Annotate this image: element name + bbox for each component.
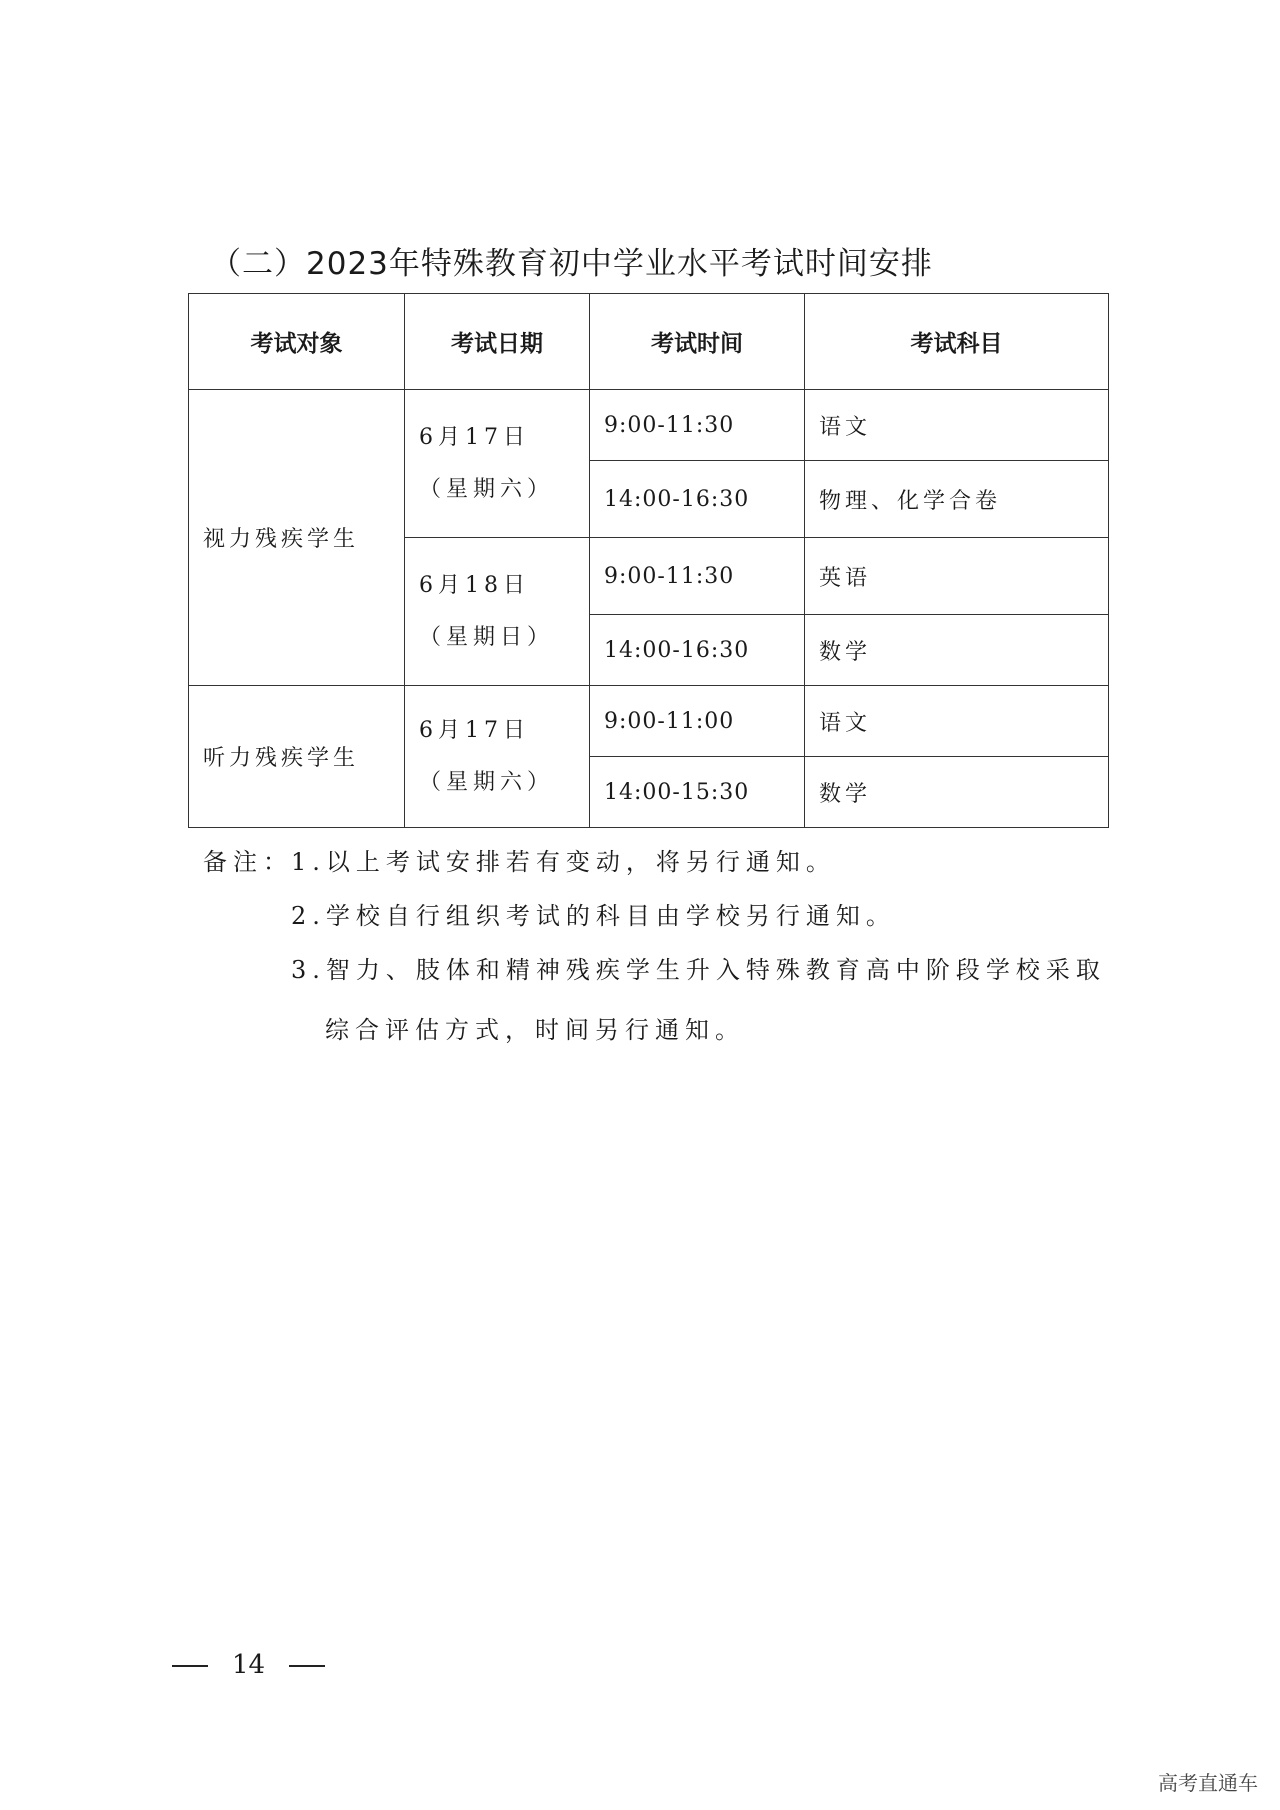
- date-cell: 6月17日（星期六）: [405, 390, 590, 538]
- subject-cell: 数学: [805, 615, 1109, 686]
- subject-cell: 英语: [805, 538, 1109, 615]
- page-number-text: 14: [232, 1650, 266, 1680]
- exam-schedule-table: [188, 293, 1109, 828]
- time-cell: 14:00-16:30: [590, 461, 805, 538]
- page-dash-right: [289, 1665, 325, 1667]
- note-item: 2.学校自行组织考试的科目由学校另行通知。: [291, 902, 896, 930]
- target-cell: 视力残疾学生: [189, 390, 405, 686]
- watermark: 高考直通车: [1158, 1771, 1258, 1795]
- time-cell: 9:00-11:00: [590, 686, 805, 757]
- time-cell: 14:00-16:30: [590, 615, 805, 686]
- header-exam-date: 考试日期: [405, 294, 590, 390]
- date-cell: 6月17日（星期六）: [405, 686, 590, 828]
- table-row: [189, 686, 1109, 757]
- note-item: 综合评估方式，时间另行通知。: [325, 1016, 745, 1044]
- notes-label: 备注：: [203, 848, 293, 876]
- date-cell: 6月18日（星期日）: [405, 538, 590, 686]
- table-header-row: [189, 294, 1109, 390]
- page-number: [172, 1650, 325, 1680]
- subject-cell: 物理、化学合卷: [805, 461, 1109, 538]
- time-cell: 9:00-11:30: [590, 538, 805, 615]
- header-exam-time: 考试时间: [590, 294, 805, 390]
- subject-cell: 数学: [805, 757, 1109, 828]
- page-dash-left: [172, 1665, 208, 1667]
- header-exam-target: 考试对象: [189, 294, 405, 390]
- target-cell: 听力残疾学生: [189, 686, 405, 828]
- note-item: 3.智力、肢体和精神残疾学生升入特殊教育高中阶段学校采取: [291, 956, 1106, 984]
- header-exam-subject: 考试科目: [805, 294, 1109, 390]
- time-cell: 9:00-11:30: [590, 390, 805, 461]
- section-heading: （二）2023年特殊教育初中学业水平考试时间安排: [210, 246, 933, 282]
- table-row: [189, 390, 1109, 461]
- subject-cell: 语文: [805, 686, 1109, 757]
- note-item: 1.以上考试安排若有变动，将另行通知。: [291, 848, 836, 876]
- subject-cell: 语文: [805, 390, 1109, 461]
- time-cell: 14:00-15:30: [590, 757, 805, 828]
